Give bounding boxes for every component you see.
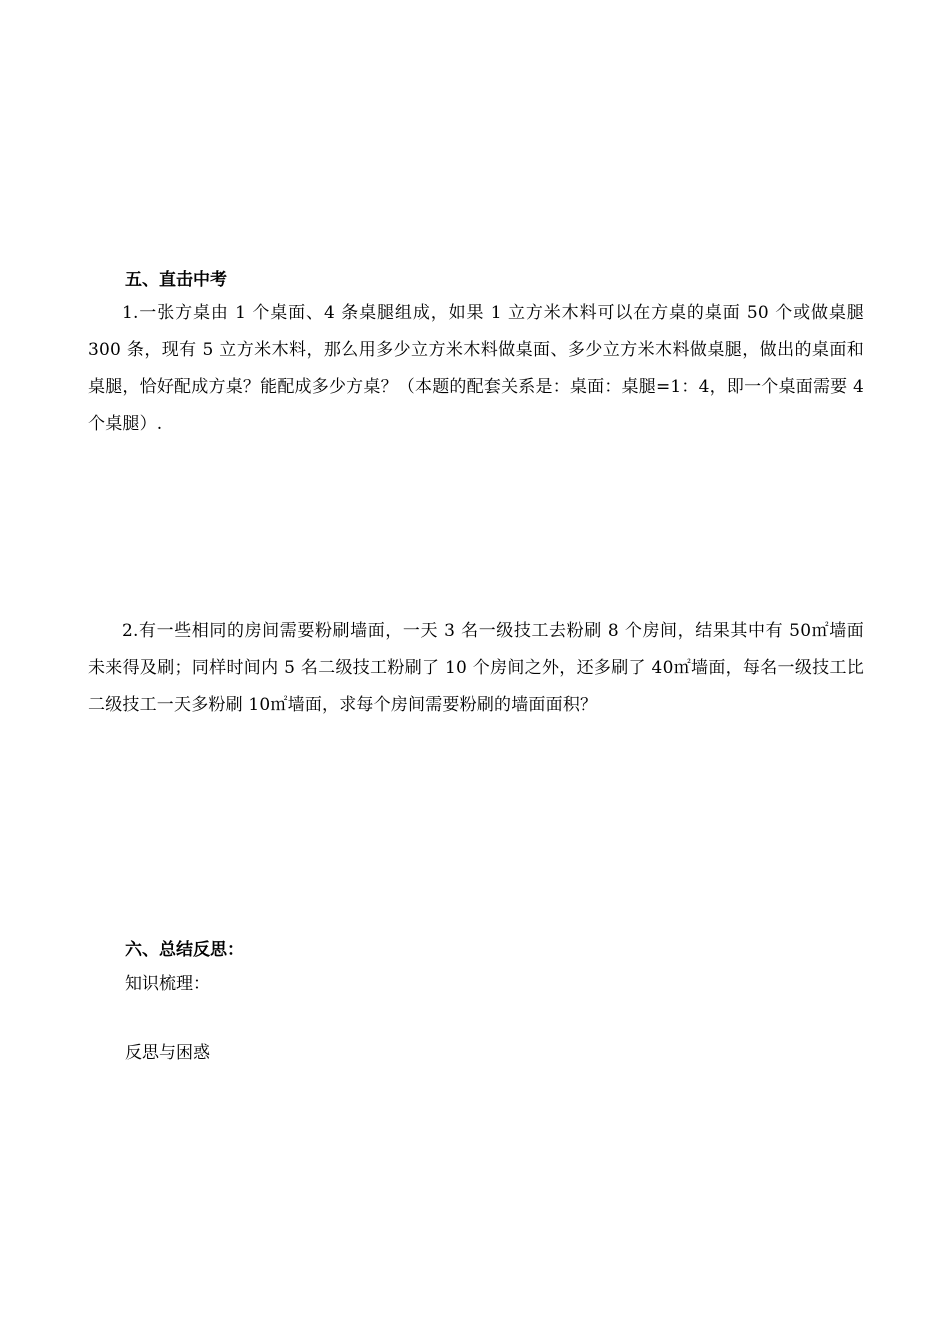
section-heading-summary: 六、总结反思： xyxy=(125,940,244,960)
problem-2-text: 2.有一些相同的房间需要粉刷墙面，一天 3 名一级技工去粉刷 8 个房间，结果其中有 50㎡墙面未来得及刷；同样时间内 5 名二级技工粉刷了 10 个房间之外，还多刷了 40㎡墙面，每名一级技工比二级技工一天多粉刷 10㎡墙面，求每个房间需要粉刷的墙面面积？ xyxy=(88,621,864,715)
problem-1-text: 1.一张方桌由 1 个桌面、4 条桌腿组成，如果 1 立方米木料可以在方桌的桌面 50 个或做桌腿 300 条，现有 5 立方米木料，那么用多少立方米木料做桌面、多少立方米木料做桌腿，做出的桌面和桌腿，恰好配成方桌？能配成多少方桌？（本题的配套关系是：桌面：桌腿=1：4，即一个桌面需要 4 个桌腿）. xyxy=(88,303,864,434)
section-heading-exam-practice: 五、直击中考 xyxy=(125,270,227,290)
reflection-label: 反思与困惑 xyxy=(125,1043,210,1063)
knowledge-summary-label: 知识梳理： xyxy=(125,974,210,994)
